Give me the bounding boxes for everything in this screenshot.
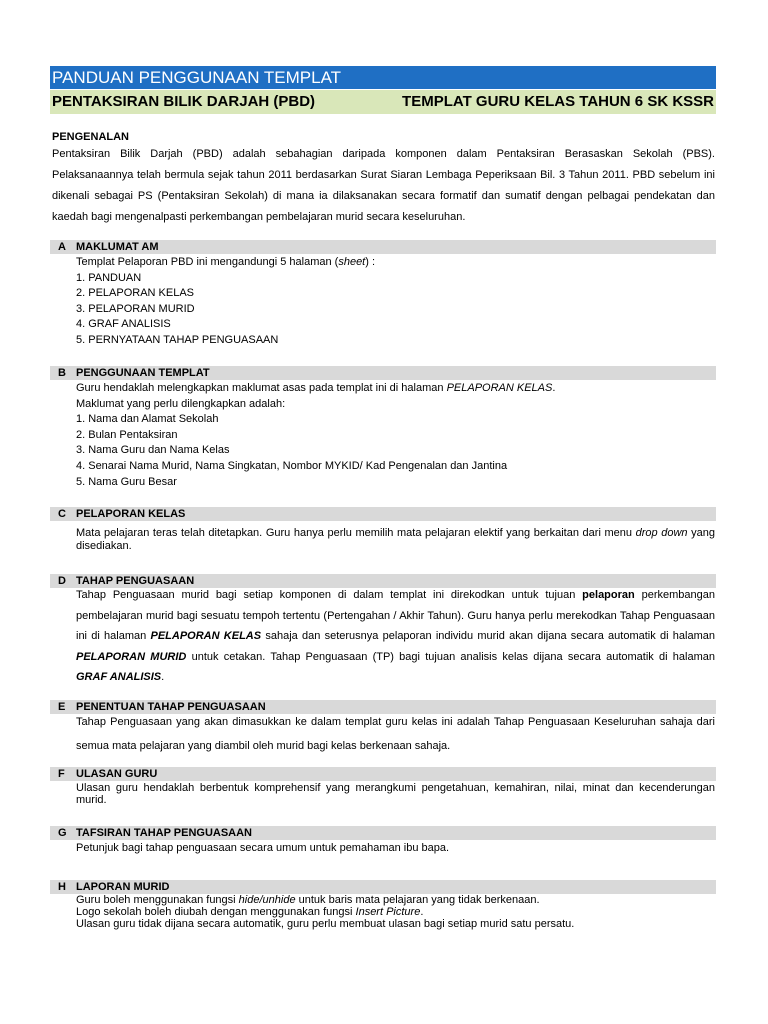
intro-section — [52, 130, 715, 228]
section-g-body — [76, 842, 715, 854]
section-b-subline: Maklumat yang perlu dilengkapkan adalah: — [76, 397, 286, 410]
section-letter: B — [58, 367, 66, 379]
section-d-body — [76, 585, 715, 688]
list-item: 2. Bulan Pentaksiran — [76, 428, 178, 441]
section-letter: G — [58, 827, 67, 839]
section-letter: A — [58, 241, 66, 253]
section-title: PELAPORAN KELAS — [76, 508, 186, 520]
section-c-body — [76, 527, 715, 553]
section-letter: D — [58, 575, 66, 587]
section-title: PENGGUNAAN TEMPLAT — [76, 367, 210, 379]
section-h-body — [76, 894, 715, 930]
section-b-body — [76, 381, 715, 490]
section-h-line: Guru boleh menggunakan fungsi hide/unhide untuk baris mata pelajaran yang tidak berkenaan. — [76, 894, 540, 906]
list-item: 4. GRAF ANALISIS — [76, 318, 171, 331]
subtitle-right: TEMPLAT GURU KELAS TAHUN 6 SK KSSR — [402, 93, 714, 110]
section-h-line: Logo sekolah boleh diubah dengan menggunakan fungsi Insert Picture. — [76, 906, 424, 918]
section-f-header — [50, 767, 716, 781]
section-d-text: Tahap Penguasaan murid bagi setiap komponen di dalam templat ini direkodkan untuk tujuan pelaporan perkembangan pembelajaran murid bagi sesuatu tempoh tertentu (Pertengahan / Akhir Tahun). Guru hanya perlu merekodkan Tahap Penguasaan ini di halaman PELAPORAN KELAS sahaja dan seterusnya pelaporan individu murid akan dijana secara automatik di halaman PELAPORAN MURID untuk cetakan. Tahap Penguasaan (TP) bagi tujuan analisis kelas dijana secara automatik di halaman GRAF ANALISIS. — [76, 589, 716, 683]
intro-heading: PENGENALAN — [52, 131, 130, 143]
section-g-text: Petunjuk bagi tahap penguasaan secara umum untuk pemahaman ibu bapa. — [76, 842, 450, 854]
section-f-text: Ulasan guru hendaklah berbentuk komprehensif yang merangkumi pengetahuan, kemahiran, nilai, minat dan kecenderungan murid. — [76, 782, 715, 806]
section-a-body — [76, 255, 715, 349]
list-item: 3. PELAPORAN MURID — [76, 302, 195, 315]
section-title: TAHAP PENGUASAAN — [76, 575, 195, 587]
page-title: PANDUAN PENGGUNAAN TEMPLAT — [50, 66, 716, 89]
section-letter: C — [58, 508, 66, 520]
subtitle-left: PENTAKSIRAN BILIK DARJAH (PBD) — [52, 93, 316, 110]
subtitle-bar — [50, 90, 716, 114]
section-title: LAPORAN MURID — [76, 881, 170, 893]
list-item: 1. Nama dan Alamat Sekolah — [76, 413, 219, 426]
list-item: 3. Nama Guru dan Nama Kelas — [76, 444, 230, 457]
section-letter: E — [58, 701, 66, 713]
section-a-intro-line: Templat Pelaporan PBD ini mengandungi 5 halaman (sheet) : — [76, 256, 376, 268]
section-title: MAKLUMAT AM — [76, 241, 159, 253]
list-item: 4. Senarai Nama Murid, Nama Singkatan, Nombor MYKID/ Kad Pengenalan dan Jantina — [76, 459, 508, 472]
list-item: 2. PELAPORAN KELAS — [76, 287, 194, 300]
section-f-body — [76, 782, 715, 806]
section-g-header — [50, 826, 716, 840]
section-a-header — [50, 240, 716, 254]
section-e-body — [76, 710, 715, 758]
intro-text: Pentaksiran Bilik Darjah (PBD) adalah sebahagian daripada komponen dalam Pentaksiran Berasaskan Sekolah (PBS). Pelaksanaannya telah bermula sejak tahun 2011 berdasarkan Surat Siaran Lembaga Peperiksaan Bil. 3 Tahun 2011. PBD sebelum ini dikenali sebagai PS (Pentaksiran Sekolah) di mana ia dilaksanakan secara formatif dan sumatif dengan pelbagai pendekatan dan kaedah bagi mengenalpasti perkembangan pembelajaran murid secara keseluruhan. — [52, 148, 715, 223]
section-title: ULASAN GURU — [76, 768, 158, 780]
list-item: 1. PANDUAN — [76, 271, 142, 284]
section-e-text: Tahap Penguasaan yang akan dimasukkan ke dalam templat guru kelas ini adalah Tahap Penguasaan Keseluruhan sahaja dari semua mata pelajaran yang diambil oleh murid bagi kelas berkenaan sahaja. — [76, 716, 715, 752]
section-title: PENENTUAN TAHAP PENGUASAAN — [76, 701, 266, 713]
section-h-line: Ulasan guru tidak dijana secara automatik, guru perlu membuat ulasan bagi setiap murid satu persatu. — [76, 918, 575, 930]
list-item: 5. Nama Guru Besar — [76, 475, 177, 488]
section-letter: F — [58, 768, 65, 780]
section-title: TAFSIRAN TAHAP PENGUASAAN — [76, 827, 253, 839]
list-item: 5. PERNYATAAN TAHAP PENGUASAAN — [76, 333, 279, 346]
section-c-text: Mata pelajaran teras telah ditetapkan. Guru hanya perlu memilih mata pelajaran elektif yang berkaitan dari menu drop down yang disediakan. — [76, 527, 715, 552]
section-c-header — [50, 507, 716, 521]
section-b-intro-line: Guru hendaklah melengkapkan maklumat asas pada templat ini di halaman PELAPORAN KELAS. — [76, 382, 556, 394]
section-h-header — [50, 880, 716, 894]
section-b-header — [50, 366, 716, 380]
section-letter: H — [58, 881, 66, 893]
